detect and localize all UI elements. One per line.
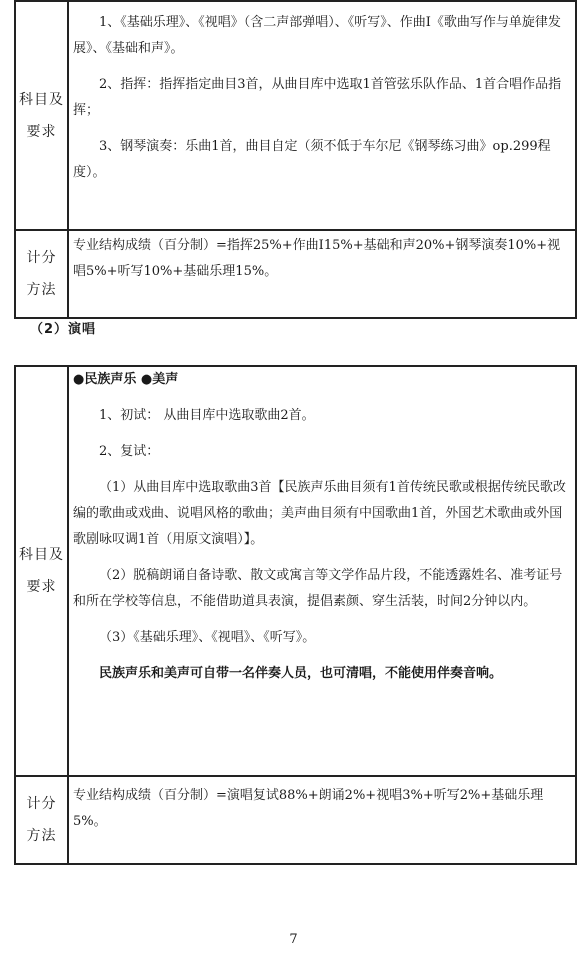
requirements-table-composition <box>14 0 577 319</box>
scoring-formula: 专业结构成绩（百分制）=指挥25%+作曲Ⅰ15%+基础和声20%+钢琴演奏10%+视唱5%+听写10%+基础乐理15%。 <box>73 238 561 279</box>
label-line-1: 计分 <box>26 796 57 812</box>
second-round-item-1: （1）从曲目库中选取歌曲3首【民族声乐曲目须有1首传统民歌或根据传统民歌改编的歌曲或戏曲、说唱风格的歌曲；美声曲目须有中国歌曲1首，外国艺术歌曲或外国歌剧咏叹调1首（用原文演唱）】。 <box>73 480 566 547</box>
accompaniment-note: 民族声乐和美声可自带一名伴奏人员，也可清唱，不能使用伴奏音响。 <box>99 666 503 681</box>
subject-requirements-content <box>68 366 576 776</box>
subject-requirements-content <box>68 1 576 230</box>
preliminary-round: 1、初试： 从曲目库中选取歌曲2首。 <box>99 408 315 423</box>
label-line-1: 计分 <box>26 250 57 266</box>
label-line-2: 方法 <box>26 828 57 844</box>
subject-requirements-label <box>15 366 68 776</box>
label-line-2: 方法 <box>26 282 57 298</box>
requirements-table-vocal <box>14 365 577 865</box>
second-round-item-3: （3）《基础乐理》、《视唱》、《听写》。 <box>99 630 316 645</box>
page-number: 7 <box>289 932 298 947</box>
scoring-method-label <box>15 230 68 318</box>
second-round: 2、复试： <box>99 444 160 459</box>
section-heading: （2）演唱 <box>30 322 97 337</box>
scoring-method-content <box>68 776 576 864</box>
requirement-item-2: 2、指挥：指挥指定曲目3首，从曲目库中选取1首管弦乐队作品、1首合唱作品指挥； <box>73 77 562 118</box>
label-line-1: 科目及 <box>19 91 64 108</box>
vocal-categories: ●民族声乐 ●美声 <box>73 372 179 387</box>
scoring-method-label <box>15 776 68 864</box>
requirement-item-1: 1、《基础乐理》、《视唱》（含二声部弹唱）、《听写》、作曲Ⅰ《歌曲写作与单旋律发展》、《基础和声》。 <box>73 15 561 56</box>
label-line-2: 要求 <box>26 123 57 140</box>
second-round-item-2: （2）脱稿朗诵自备诗歌、散文或寓言等文学作品片段，不能透露姓名、准考证号和所在学校等信息，不能借助道具表演，提倡素颜、穿生活装，时间2分钟以内。 <box>73 568 563 609</box>
label-line-1: 科目及 <box>19 547 64 563</box>
scoring-formula: 专业结构成绩（百分制）=演唱复试88%+朗诵2%+视唱3%+听写2%+基础乐理5%。 <box>73 788 544 829</box>
subject-requirements-label <box>15 1 68 230</box>
requirement-item-3: 3、钢琴演奏：乐曲1首，曲目自定（须不低于车尔尼《钢琴练习曲》op.299程度）。 <box>73 139 551 180</box>
scoring-method-content <box>68 230 576 318</box>
label-line-2: 要求 <box>26 579 57 595</box>
